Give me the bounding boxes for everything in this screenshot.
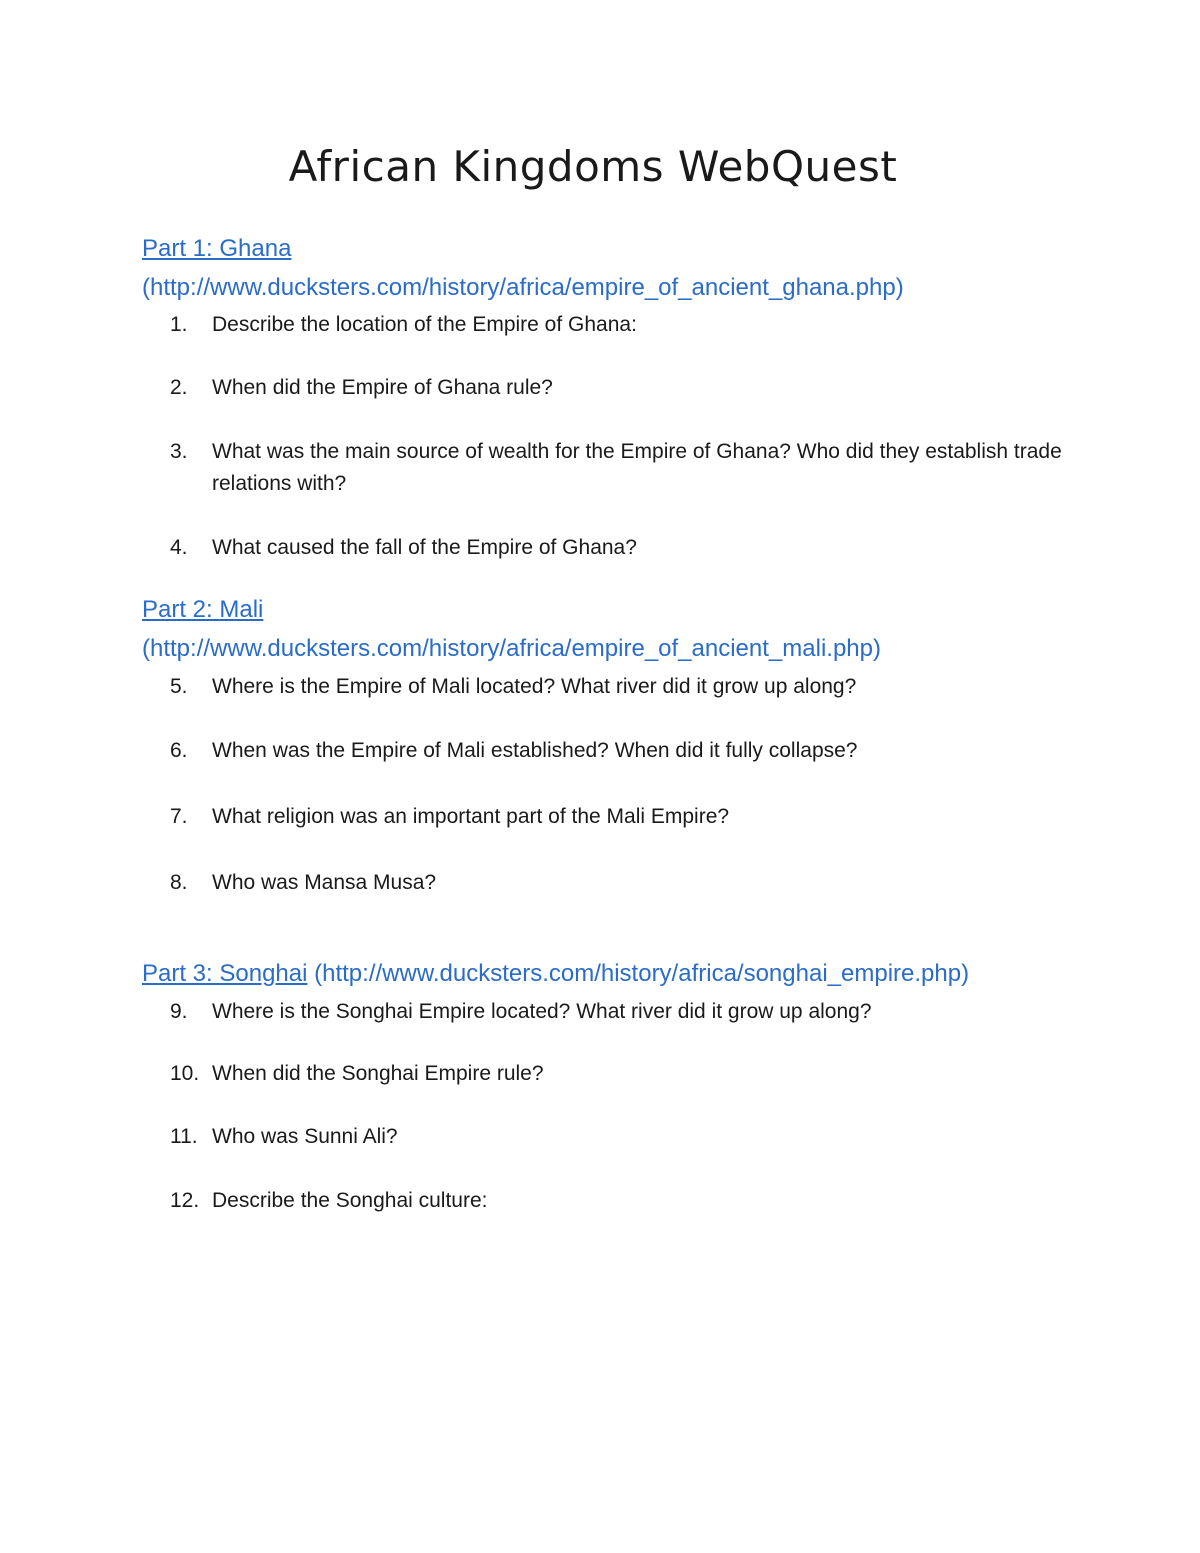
question-number: 5. — [170, 675, 188, 698]
question-text: Where is the Songhai Empire located? What river did it grow up along? — [212, 1000, 872, 1023]
question-item — [170, 996, 1070, 1028]
question-text: Where is the Empire of Mali located? What river did it grow up along? — [212, 675, 857, 698]
part-1-url-text[interactable]: (http://www.ducksters.com/history/africa/empire_of_ancient_ghana.php) — [142, 274, 904, 301]
part-1-url — [142, 273, 904, 303]
part-2-heading — [142, 595, 263, 625]
question-item — [170, 372, 1070, 404]
question-number: 11. — [170, 1125, 198, 1148]
question-number: 6. — [170, 739, 188, 762]
question-text: When did the Songhai Empire rule? — [212, 1062, 544, 1085]
part-3-url-text[interactable]: (http://www.ducksters.com/history/africa/songhai_empire.php) — [314, 960, 970, 987]
question-text: When did the Empire of Ghana rule? — [212, 376, 553, 399]
question-text: Describe the location of the Empire of Ghana: — [212, 313, 637, 336]
question-text: Who was Mansa Musa? — [212, 871, 437, 894]
question-item — [170, 532, 1070, 564]
question-number: 8. — [170, 871, 188, 894]
question-number: 10. — [170, 1062, 200, 1085]
question-number: 1. — [170, 313, 188, 336]
question-item — [170, 1121, 1070, 1153]
question-text: Who was Sunni Ali? — [212, 1125, 398, 1148]
part-3-heading — [142, 959, 969, 989]
question-item — [170, 309, 1070, 341]
question-number: 3. — [170, 440, 188, 463]
question-number: 2. — [170, 376, 188, 399]
part-2-link[interactable]: Part 2: Mali — [142, 596, 264, 623]
part-2-url-text[interactable]: (http://www.ducksters.com/history/africa/empire_of_ancient_mali.php) — [142, 635, 881, 662]
question-text: What was the main source of wealth for the Empire of Ghana? Who did they establish trade relations with? — [212, 440, 1062, 495]
part-1-link[interactable]: Part 1: Ghana — [142, 235, 292, 262]
question-item — [170, 671, 1070, 703]
question-number: 12. — [170, 1189, 200, 1212]
question-number: 9. — [170, 1000, 188, 1023]
question-text: When was the Empire of Mali established? When did it fully collapse? — [212, 739, 858, 762]
question-text: Describe the Songhai culture: — [212, 1189, 488, 1212]
question-item — [170, 801, 1070, 833]
question-item — [170, 436, 1070, 495]
part-2-url — [142, 634, 881, 664]
page-title: African Kingdoms WebQuest — [288, 142, 898, 191]
question-text: What religion was an important part of the Mali Empire? — [212, 805, 730, 828]
question-item — [170, 867, 1070, 899]
question-number: 7. — [170, 805, 188, 828]
question-item — [170, 1185, 1070, 1217]
part-1-heading — [142, 234, 291, 264]
question-item — [170, 1058, 1070, 1090]
question-item — [170, 735, 1070, 767]
question-number: 4. — [170, 536, 188, 559]
part-3-link[interactable]: Part 3: Songhai — [142, 960, 308, 987]
question-text: What caused the fall of the Empire of Ghana? — [212, 536, 637, 559]
